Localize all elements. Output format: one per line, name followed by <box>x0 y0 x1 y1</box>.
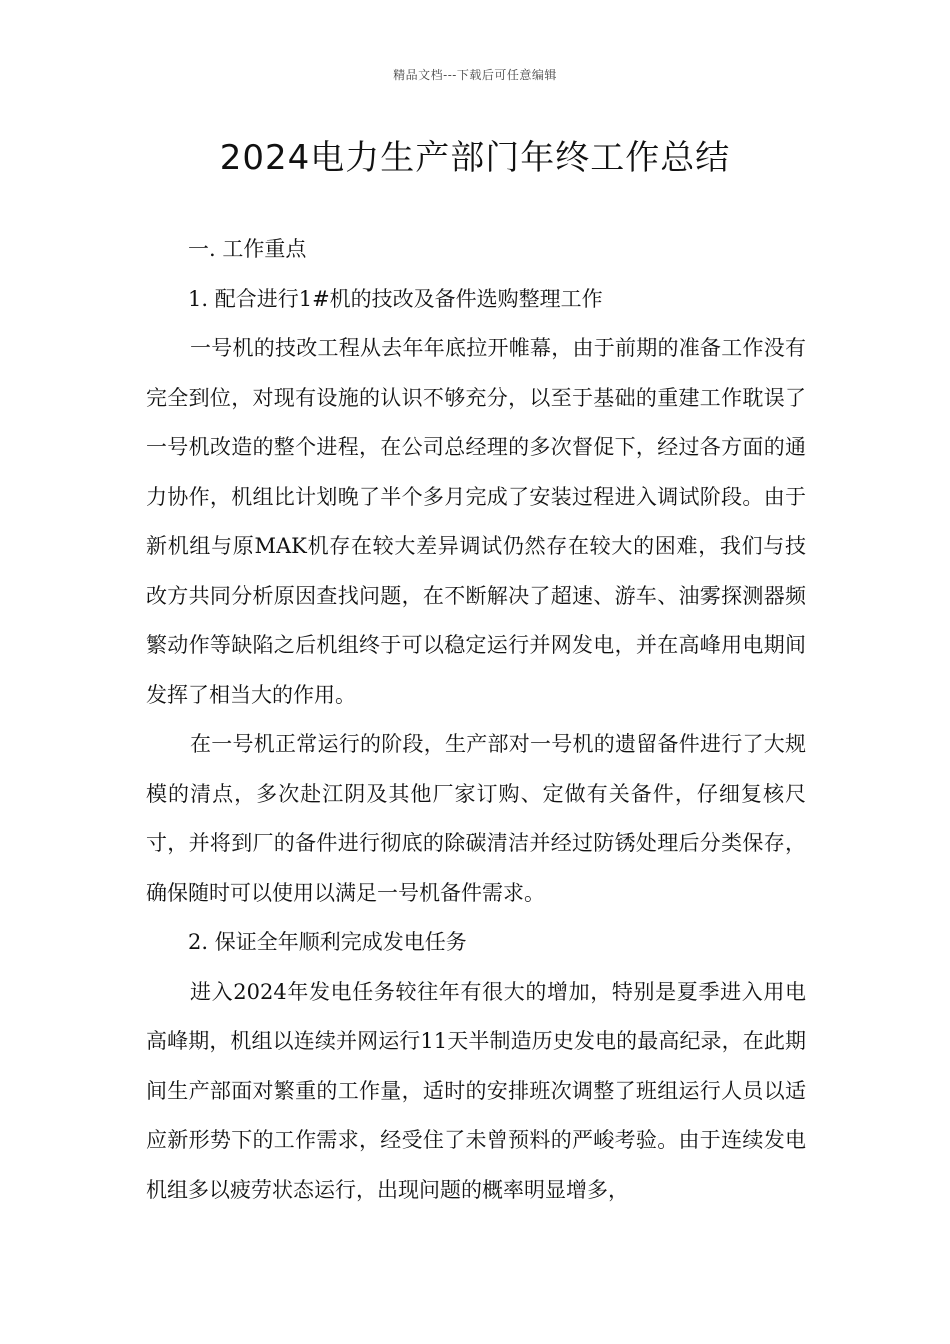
section-heading: 一. 工作重点 <box>188 237 307 261</box>
header-note: 精品文档---下载后可任意编辑 <box>393 68 557 82</box>
paragraph: 一号机的技改工程从去年年底拉开帷幕，由于前期的准备工作没有完全到位，对现有设施的认识不够充分，以至于基础的重建工作耽误了一号机改造的整个进程，在公司总经理的多次督促下，经过各方面的通力协作，机组比计划晚了半个多月完成了安装过程进入调试阶段。由于新机组与原MAK机存在较大差异调试仍然存在较大的困难，我们与技改方共同分析原因查找问题，在不断解决了超速、游车、油雾探测器频繁动作等缺陷之后机组终于可以稳定运行并网发电，并在高峰用电期间发挥了相当大的作用。 <box>146 336 806 707</box>
subsection-heading: 2. 保证全年顺利完成发电任务 <box>188 930 467 954</box>
document-body <box>146 225 806 1215</box>
subsection-heading: 1. 配合进行1#机的技改及备件选购整理工作 <box>188 286 603 311</box>
paragraph: 进入2024年发电任务较往年有很大的增加，特别是夏季进入用电高峰期，机组以连续并网运行11天半制造历史发电的最高纪录，在此期间生产部面对繁重的工作量，适时的安排班次调整了班组运行人员以适应新形势下的工作需求，经受住了未曾预料的严峻考验。由于连续发电机组多以疲劳状态运行，出现问题的概率明显增多， <box>146 979 806 1202</box>
document-title: 2024电力生产部门年终工作总结 <box>219 138 731 178</box>
paragraph: 在一号机正常运行的阶段，生产部对一号机的遗留备件进行了大规模的清点，多次赴江阴及其他厂家订购、定做有关备件，仔细复核尺寸，并将到厂的备件进行彻底的除碳清洁并经过防锈处理后分类保存，确保随时可以使用以满足一号机备件需求。 <box>146 732 806 905</box>
